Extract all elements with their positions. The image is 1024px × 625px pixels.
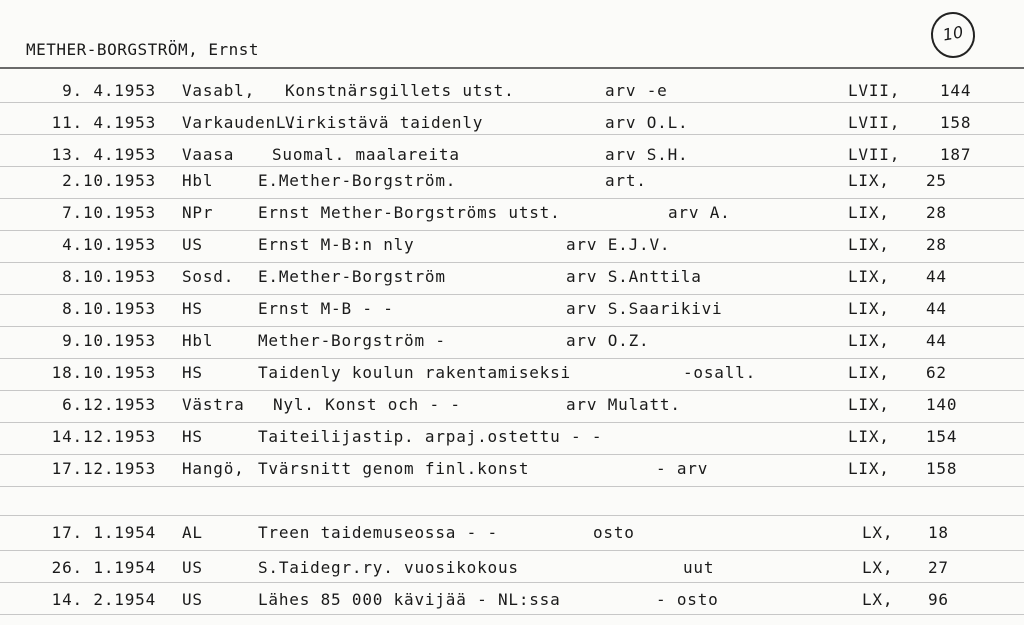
entry-kind: arv O.L. — [605, 113, 689, 132]
entry-kind: -osall. — [683, 363, 757, 382]
entry-volume: LIX, — [848, 459, 890, 478]
entry-row — [0, 554, 1024, 584]
entry-page: 18 — [928, 523, 949, 542]
entry-date: 9. 4.1953 — [62, 81, 156, 100]
entry-kind: arv Mulatt. — [566, 395, 681, 414]
entry-kind: arv O.Z. — [566, 331, 650, 350]
entry-volume: LX, — [862, 523, 894, 542]
entry-page: 140 — [926, 395, 958, 414]
entry-row — [0, 167, 1024, 197]
entry-row — [0, 455, 1024, 485]
entry-source: US — [182, 558, 203, 577]
entry-row — [0, 199, 1024, 229]
entry-row — [0, 519, 1024, 549]
entry-date: 8.10.1953 — [62, 267, 156, 286]
entry-date: 14. 2.1954 — [51, 590, 156, 609]
entry-source: HS — [182, 427, 203, 446]
entry-kind: arv S.Anttila — [566, 267, 702, 286]
entry-row — [0, 423, 1024, 453]
entry-volume: LIX, — [848, 395, 890, 414]
entry-row — [0, 327, 1024, 357]
entry-row — [0, 359, 1024, 389]
entry-kind: - osto — [656, 590, 719, 609]
entry-volume: LX, — [862, 590, 894, 609]
entry-date: 9.10.1953 — [62, 331, 156, 350]
entry-source: US — [182, 235, 203, 254]
entry-page: 25 — [926, 171, 947, 190]
entry-page: 44 — [926, 331, 947, 350]
entry-page: 28 — [926, 235, 947, 254]
entry-source: Vaasa — [182, 145, 235, 164]
ruled-line — [0, 486, 1024, 487]
entry-title: Taiteilijastip. arpaj.ostettu - - — [258, 427, 603, 446]
entry-kind: osto — [593, 523, 635, 542]
entry-title: Konstnärsgillets utst. — [285, 81, 515, 100]
entry-page: 96 — [928, 590, 949, 609]
page-number: 10 — [941, 22, 965, 45]
entry-date: 11. 4.1953 — [51, 113, 156, 132]
entry-title: Ernst Mether-Borgströms utst. — [258, 203, 561, 222]
entry-row — [0, 231, 1024, 261]
entry-source: Hangö, — [182, 459, 245, 478]
entry-source: Hbl — [182, 331, 214, 350]
entry-date: 2.10.1953 — [62, 171, 156, 190]
ruled-line — [0, 515, 1024, 516]
entry-page: 62 — [926, 363, 947, 382]
entry-kind: arv E.J.V. — [566, 235, 671, 254]
entry-volume: LVII, — [848, 81, 901, 100]
entry-volume: LIX, — [848, 203, 890, 222]
entry-volume: LIX, — [848, 267, 890, 286]
entry-title: Taidenly koulun rakentamiseksi — [258, 363, 571, 382]
entry-kind: arv S.Saarikivi — [566, 299, 723, 318]
entry-date: 4.10.1953 — [62, 235, 156, 254]
entry-kind: uut — [683, 558, 715, 577]
entry-volume: LIX, — [848, 235, 890, 254]
entry-title: Tvärsnitt genom finl.konst — [258, 459, 530, 478]
entry-title: Mether-Borgström - — [258, 331, 446, 350]
entry-title: Nyl. Konst och - - — [273, 395, 461, 414]
entry-date: 6.12.1953 — [62, 395, 156, 414]
entry-title: Suomal. maalareita — [272, 145, 460, 164]
entry-row — [0, 391, 1024, 421]
entry-date: 7.10.1953 — [62, 203, 156, 222]
entry-title: E.Mether-Borgström. — [258, 171, 457, 190]
entry-kind: arv S.H. — [605, 145, 689, 164]
page-number-circle — [928, 10, 978, 60]
entry-date: 8.10.1953 — [62, 299, 156, 318]
entry-page: 158 — [940, 113, 972, 132]
entry-volume: LVII, — [848, 113, 901, 132]
entry-volume: LIX, — [848, 427, 890, 446]
entry-volume: LIX, — [848, 299, 890, 318]
entry-source: Hbl — [182, 171, 214, 190]
entry-title: Ernst M-B:n nly — [258, 235, 415, 254]
entry-date: 17. 1.1954 — [51, 523, 156, 542]
entry-row — [0, 77, 1024, 107]
entry-volume: LX, — [862, 558, 894, 577]
entry-source: Sosd. — [182, 267, 235, 286]
card-heading-name: METHER-BORGSTRÖM, Ernst — [26, 40, 260, 59]
entry-volume: LIX, — [848, 171, 890, 190]
entry-page: 44 — [926, 267, 947, 286]
entry-source: AL — [182, 523, 203, 542]
entry-source: Västra — [182, 395, 245, 414]
entry-volume: LVII, — [848, 145, 901, 164]
entry-title: Ernst M-B - - — [258, 299, 394, 318]
entry-row — [0, 263, 1024, 293]
entry-kind: arv -e — [605, 81, 668, 100]
entry-date: 26. 1.1954 — [51, 558, 156, 577]
entry-source: HS — [182, 299, 203, 318]
entry-source: VarkaudenL. — [182, 113, 297, 132]
ruled-line — [0, 550, 1024, 551]
entry-date: 18.10.1953 — [51, 363, 156, 382]
entry-source: NPr — [182, 203, 214, 222]
entry-kind: arv A. — [668, 203, 731, 222]
entry-volume: LIX, — [848, 331, 890, 350]
entry-row — [0, 295, 1024, 325]
entry-page: 44 — [926, 299, 947, 318]
entry-page: 187 — [940, 145, 972, 164]
entry-page: 158 — [926, 459, 958, 478]
entry-page: 28 — [926, 203, 947, 222]
entry-page: 154 — [926, 427, 958, 446]
entry-title: Virkistävä taidenly — [285, 113, 484, 132]
header-rule — [0, 67, 1024, 69]
entry-date: 13. 4.1953 — [51, 145, 156, 164]
entry-kind: art. — [605, 171, 647, 190]
entry-title: Treen taidemuseossa - - — [258, 523, 498, 542]
entry-page: 27 — [928, 558, 949, 577]
entry-title: E.Mether-Borgström — [258, 267, 446, 286]
entry-source: US — [182, 590, 203, 609]
entry-title: S.Taidegr.ry. vuosikokous — [258, 558, 519, 577]
entry-title: Lähes 85 000 kävijää - NL:ssa — [258, 590, 561, 609]
entry-source: HS — [182, 363, 203, 382]
entry-row — [0, 586, 1024, 616]
entry-row — [0, 109, 1024, 139]
entry-date: 14.12.1953 — [51, 427, 156, 446]
entry-date: 17.12.1953 — [51, 459, 156, 478]
entry-kind: - arv — [656, 459, 709, 478]
entry-page: 144 — [940, 81, 972, 100]
entry-volume: LIX, — [848, 363, 890, 382]
entry-source: Vasabl, — [182, 81, 256, 100]
